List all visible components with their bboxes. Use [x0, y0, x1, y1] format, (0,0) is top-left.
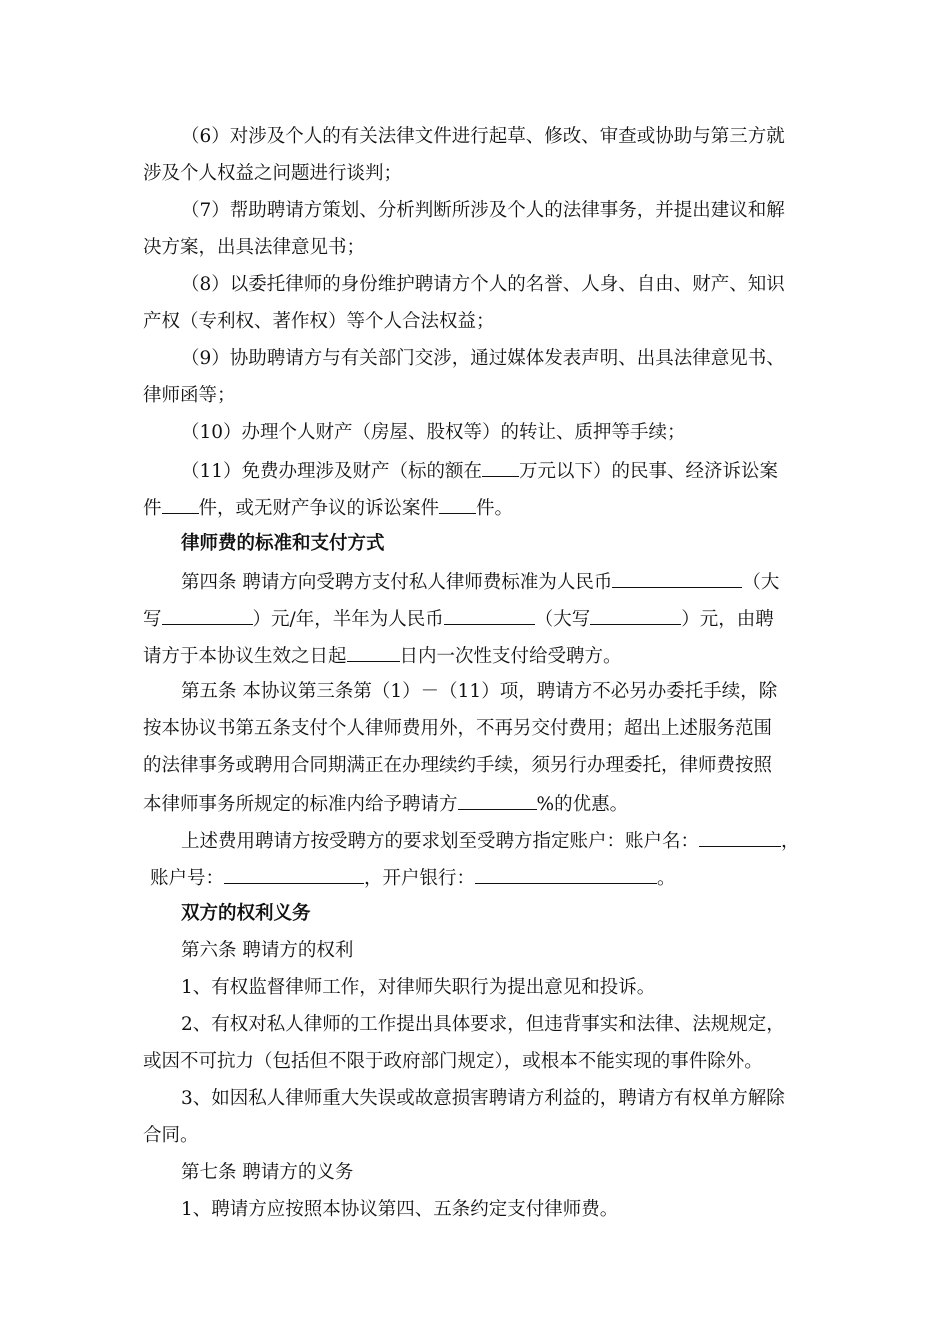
article-6-right-1: 1、有权监督律师工作，对律师失职行为提出意见和投诉。 — [181, 977, 656, 998]
article-4-text-g: 请方于本协议生效之日起 — [143, 646, 347, 667]
account-text-c: 账户号： — [150, 868, 225, 889]
item-11-text-b: 万元以下）的民事、经济诉讼案 — [519, 461, 779, 482]
article-4-line-2 — [143, 605, 774, 633]
account-text-a: 上述费用聘请方按受聘方的要求划至受聘方指定账户：账户名： — [181, 831, 700, 852]
bank-name-blank[interactable] — [475, 864, 657, 884]
item-11-text-e: 件。 — [476, 498, 514, 519]
account-name-blank[interactable] — [699, 827, 781, 847]
payment-days-blank[interactable] — [347, 642, 400, 662]
article-4-line-1 — [181, 568, 779, 596]
item-11-line-1 — [181, 457, 778, 485]
article-4-text-f: ）元，由聘 — [681, 609, 774, 630]
article-4-text-h: 日内一次性支付给受聘方。 — [399, 646, 622, 667]
article-5-line-4 — [143, 790, 628, 818]
item-8-line-2: 产权（专利权、著作权）等个人合法权益； — [143, 311, 495, 332]
discount-percent-blank[interactable] — [458, 790, 537, 810]
item-8-line-1: （8）以委托律师的身份维护聘请方个人的名誉、人身、自由、财产、知识 — [181, 274, 785, 295]
amount-blank[interactable] — [482, 457, 519, 477]
article-5-line-1: 第五条 本协议第三条第（1）－（11）项，聘请方不必另办委托手续，除 — [181, 681, 778, 702]
annual-fee-blank[interactable] — [612, 568, 742, 588]
item-9-line-1: （9）协助聘请方与有关部门交涉，通过媒体发表声明、出具法律意见书、 — [181, 348, 785, 369]
article-6-title: 第六条 聘请方的权利 — [181, 940, 354, 961]
article-4-text-d: ）元/年，半年为人民币 — [252, 609, 444, 630]
article-5-line-3: 的法律事务或聘用合同期满正在办理续约手续，须另行办理委托，律师费按照 — [143, 755, 773, 776]
section-heading-fees: 律师费的标准和支付方式 — [181, 533, 385, 554]
section-heading-rights: 双方的权利义务 — [181, 903, 311, 924]
article-4-text-e: （大写 — [534, 609, 591, 630]
annual-fee-capital-blank[interactable] — [162, 605, 253, 625]
item-11-text-c: 件 — [143, 498, 162, 519]
item-7-line-2: 决方案，出具法律意见书； — [143, 237, 366, 258]
article-4-text-c: 写 — [143, 609, 162, 630]
item-7-line-1: （7）帮助聘请方策划、分析判断所涉及个人的法律事务，并提出建议和解 — [181, 200, 785, 221]
non-property-case-count-blank[interactable] — [439, 494, 476, 514]
article-6-right-2-line-1: 2、有权对私人律师的工作提出具体要求，但违背事实和法律、法规规定， — [181, 1014, 785, 1035]
article-6-right-2-line-2: 或因不可抗力（包括但不限于政府部门规定），或根本不能实现的事件除外。 — [143, 1051, 763, 1072]
article-7-title: 第七条 聘请方的义务 — [181, 1162, 354, 1183]
account-text-e: 。 — [657, 868, 676, 889]
article-5-text-a: 本律师事务所规定的标准内给予聘请方 — [143, 794, 458, 815]
article-4-text-a: 第四条 聘请方向受聘方支付私人律师费标准为人民币 — [181, 572, 613, 593]
half-year-fee-blank[interactable] — [444, 605, 535, 625]
account-number-blank[interactable] — [224, 864, 364, 884]
item-9-line-2: 律师函等； — [143, 385, 236, 406]
article-7-duty-1: 1、聘请方应按照本协议第四、五条约定支付律师费。 — [181, 1199, 619, 1220]
half-year-fee-capital-blank[interactable] — [590, 605, 681, 625]
article-5-text-b: %的优惠。 — [536, 794, 629, 815]
article-4-line-3 — [143, 642, 622, 670]
item-11-text-d: 件，或无财产争议的诉讼案件 — [198, 498, 440, 519]
item-11-line-2 — [143, 494, 513, 522]
article-6-right-3-line-1: 3、如因私人律师重大失误或故意损害聘请方利益的，聘请方有权单方解除 — [181, 1088, 785, 1109]
article-5-line-2: 按本协议书第五条支付个人律师费用外，不再另交付费用；超出上述服务范围 — [143, 718, 773, 739]
item-11-text-a: （11）免费办理涉及财产（标的额在 — [181, 461, 483, 482]
account-text-b: ， — [781, 831, 800, 852]
account-text-d: ，开户银行： — [364, 868, 476, 889]
account-line-2 — [150, 864, 676, 892]
item-6-line-1: （6）对涉及个人的有关法律文件进行起草、修改、审查或协助与第三方就 — [181, 126, 785, 147]
case-count-blank[interactable] — [162, 494, 199, 514]
account-line-1 — [181, 827, 800, 855]
item-6-line-2: 涉及个人权益之问题进行谈判； — [143, 163, 403, 184]
article-4-text-b: （大 — [742, 572, 780, 593]
article-6-right-3-line-2: 合同。 — [143, 1125, 199, 1146]
item-10-line-1: （10）办理个人财产（房屋、股权等）的转让、质押等手续； — [181, 422, 686, 443]
